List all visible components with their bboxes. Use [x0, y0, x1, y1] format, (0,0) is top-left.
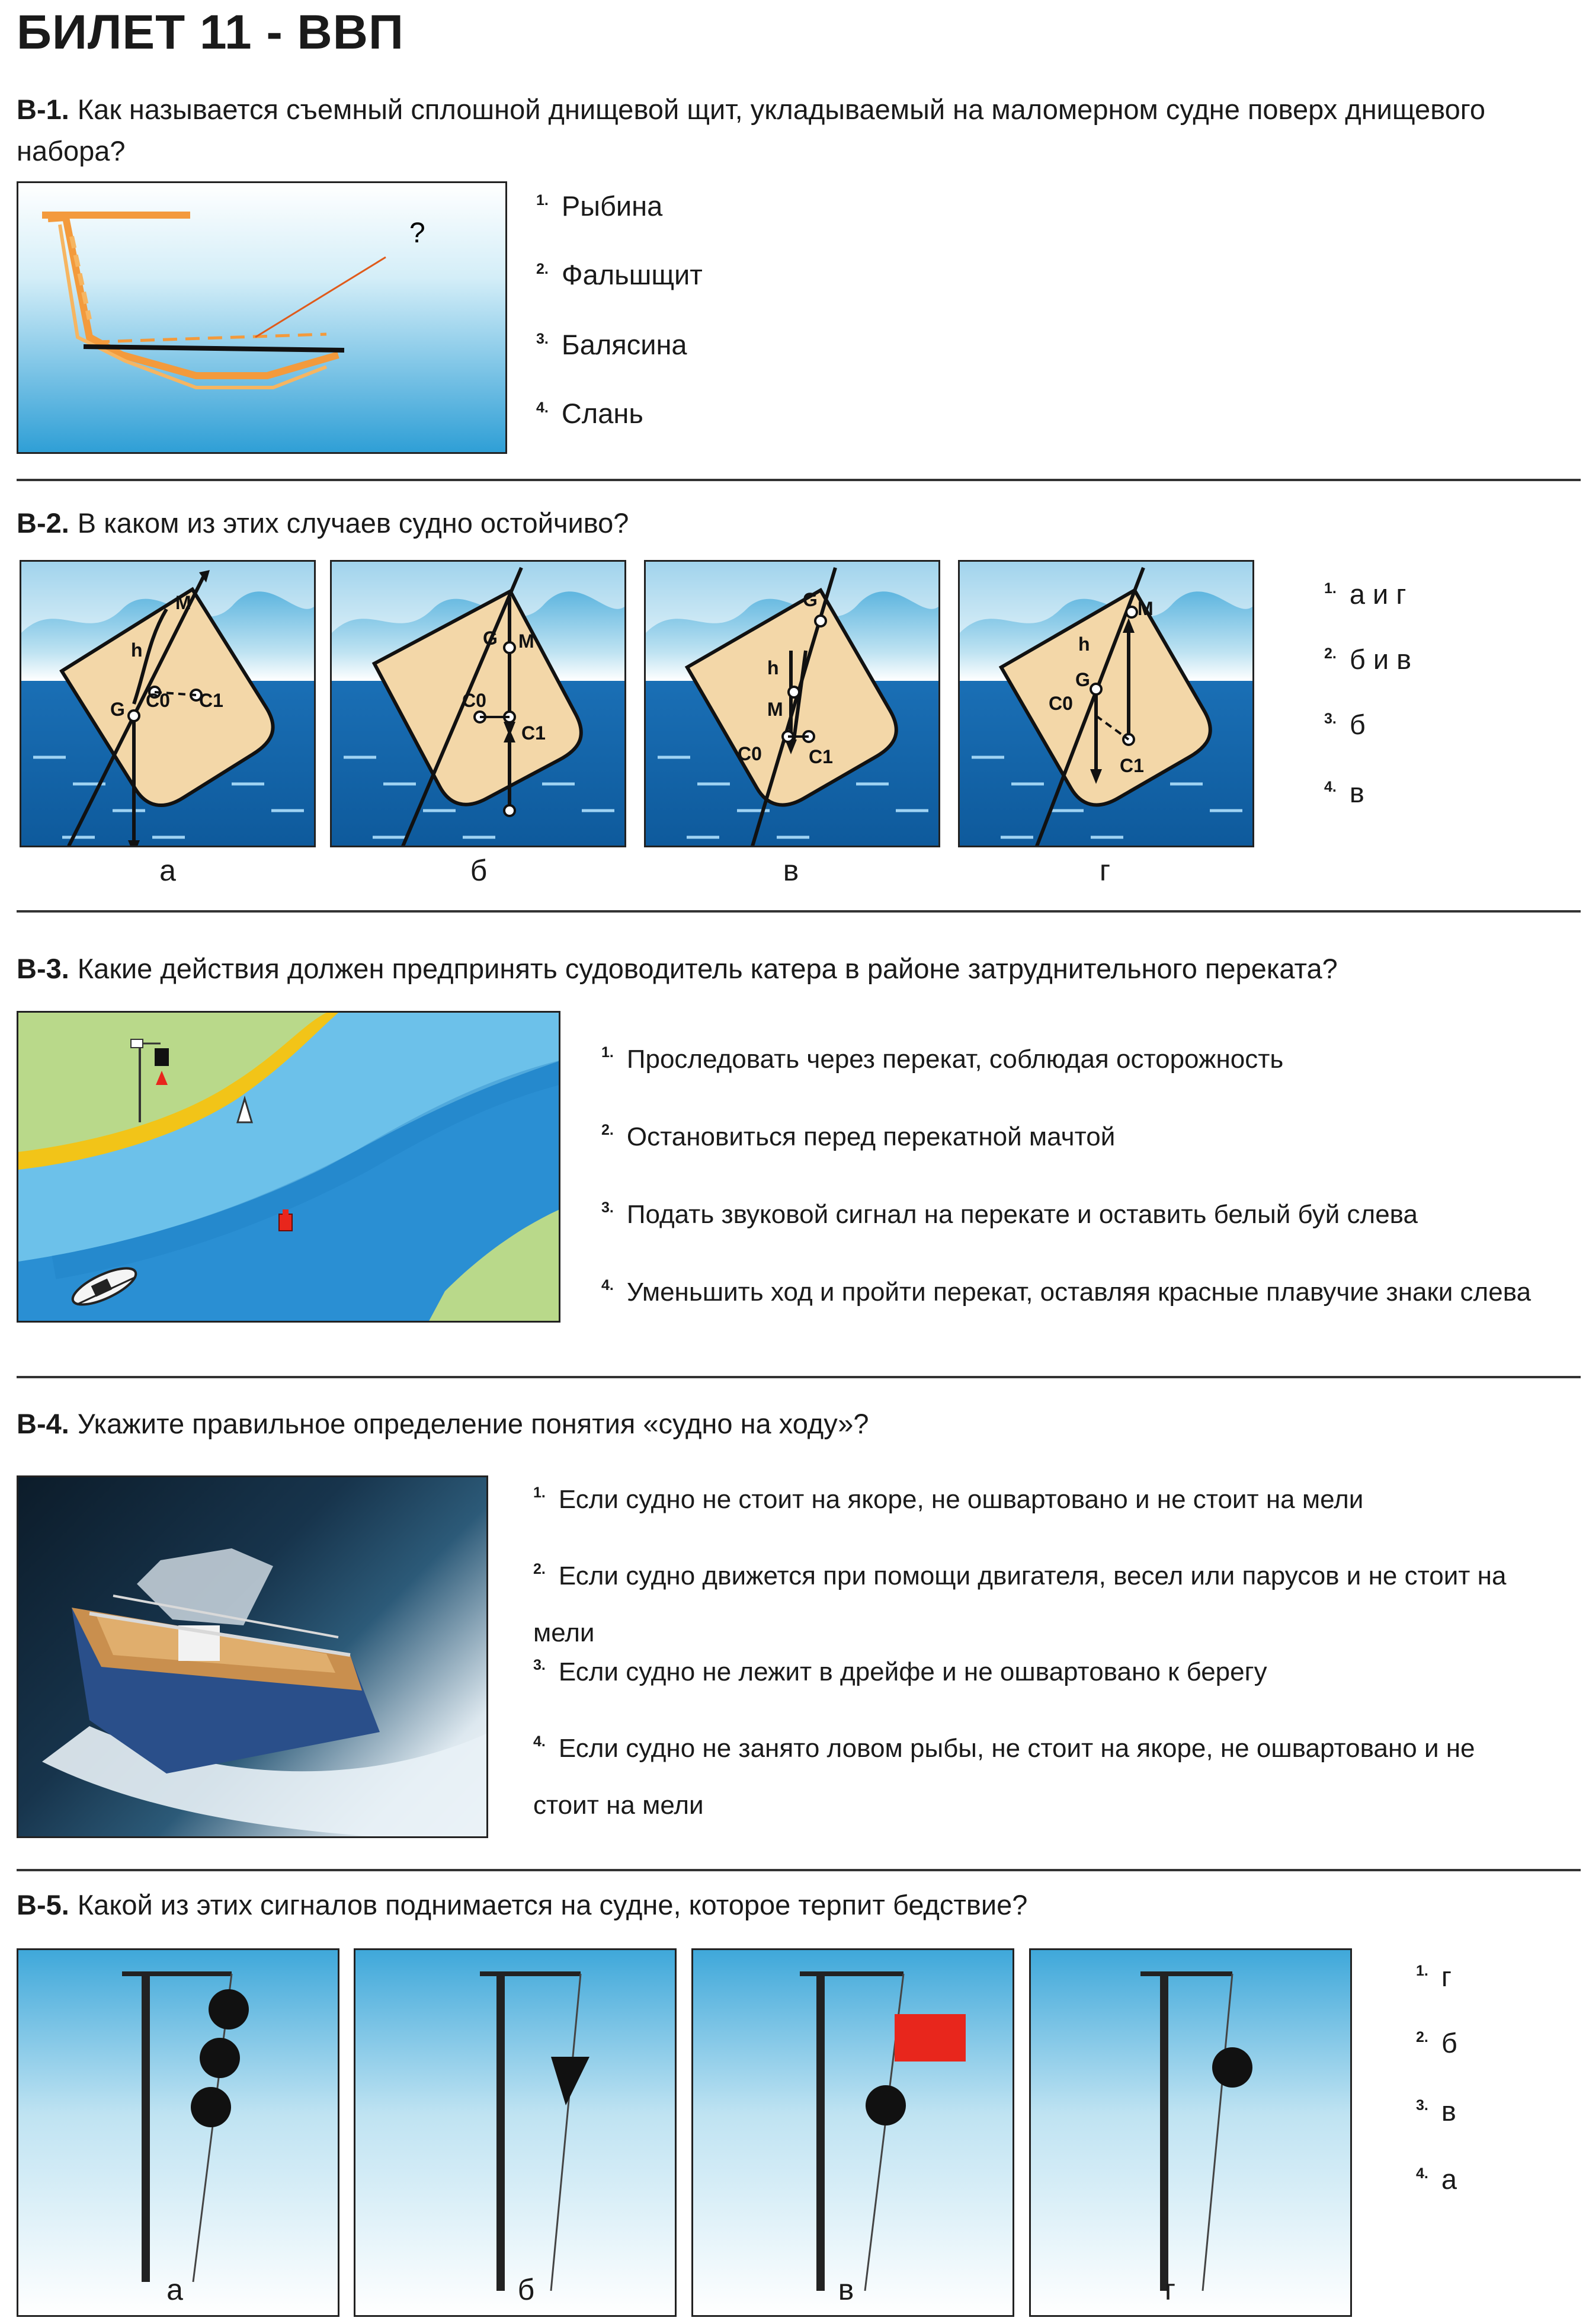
page-title: БИЛЕТ 11 - ВВП [17, 5, 404, 59]
question-5 [17, 1884, 1569, 1926]
question-2 [17, 502, 1569, 544]
answer-text: в [1441, 2095, 1456, 2127]
question-number: В-2. [17, 507, 69, 539]
answer-option[interactable] [1416, 1960, 1452, 1993]
svg-text:G: G [1075, 669, 1090, 690]
answer-option[interactable] [601, 1044, 1283, 1074]
svg-text:G: G [483, 628, 498, 649]
answer-option[interactable] [533, 1713, 1540, 1834]
answer-number: 2. [533, 1561, 546, 1577]
svg-text:C1: C1 [199, 690, 223, 711]
answer-number: 1. [1416, 1963, 1428, 1979]
answer-option[interactable] [1324, 708, 1366, 741]
answer-text: Рыбина [561, 190, 663, 222]
svg-text:M: M [1138, 598, 1154, 619]
figure-caption-b: б [517, 2273, 535, 2306]
answer-number: 3. [1416, 2097, 1428, 2114]
answer-text: Фальшщит [561, 259, 703, 290]
question-mark: ? [409, 217, 425, 249]
question-text: Какой из этих сигналов поднимается на судне, которое терпит бедствие? [77, 1889, 1028, 1920]
figure-caption-v: в [838, 2273, 854, 2306]
answer-text: в [1349, 777, 1364, 808]
svg-text:C0: C0 [738, 743, 762, 764]
answer-number: 3. [601, 1199, 614, 1216]
answer-option[interactable] [533, 1657, 1267, 1687]
answer-option[interactable] [536, 190, 662, 222]
svg-text:M: M [518, 630, 534, 652]
answer-text: Если судно не стоит на якоре, не ошвартовано и не стоит на мели [558, 1485, 1364, 1514]
q4-boat-photo [17, 1475, 488, 1838]
answer-text: Балясина [561, 329, 687, 360]
answer-number: 2. [536, 261, 549, 277]
figure-caption-a: а [159, 854, 176, 887]
answer-text: а и г [1349, 578, 1406, 610]
svg-text:C1: C1 [809, 746, 833, 767]
answer-text: г [1441, 1961, 1452, 1992]
svg-text:C0: C0 [146, 690, 170, 711]
svg-text:C0: C0 [462, 690, 486, 711]
stability-figure [958, 560, 1254, 847]
answer-option[interactable] [1416, 2095, 1456, 2127]
svg-text:h: h [1078, 633, 1090, 655]
answer-option[interactable] [536, 328, 687, 361]
question-4 [17, 1403, 1569, 1445]
answer-number: 1. [601, 1044, 614, 1061]
ball-icon [209, 1989, 249, 2030]
mast-icon [131, 1039, 169, 1122]
signal-figure-a [17, 1948, 339, 2317]
svg-text:G: G [110, 699, 125, 720]
answer-option[interactable] [1324, 643, 1411, 676]
answer-option[interactable] [536, 258, 703, 291]
answer-option[interactable] [601, 1277, 1531, 1307]
answer-number: 4. [533, 1733, 546, 1750]
flag-icon [895, 2014, 966, 2061]
answer-text: Остановиться перед перекатной мачтой [626, 1122, 1116, 1151]
answer-text: Слань [561, 398, 643, 429]
answer-text: б [1441, 2027, 1457, 2059]
answer-number: 1. [1324, 580, 1337, 597]
svg-text:M: M [767, 699, 783, 720]
q3-river-map [17, 1011, 560, 1323]
divider [17, 479, 1581, 481]
svg-text:M: M [175, 592, 191, 613]
answer-number: 1. [533, 1484, 546, 1501]
question-text: Какие действия должен предпринять судоводитель катера в районе затруднительного переката? [77, 953, 1338, 984]
answer-option[interactable] [1324, 578, 1406, 610]
question-number: В-1. [17, 94, 69, 125]
answer-text: б [1349, 709, 1366, 740]
answer-number: 4. [1324, 779, 1337, 795]
question-1 [17, 89, 1569, 172]
ball-icon [1212, 2047, 1252, 2088]
answer-text: а [1441, 2163, 1457, 2195]
answer-option[interactable] [536, 397, 643, 430]
answer-number: 2. [1324, 645, 1337, 662]
answer-number: 4. [1416, 2165, 1428, 2182]
question-number: В-4. [17, 1408, 69, 1439]
answer-text: б и в [1349, 644, 1412, 675]
stability-figure [644, 560, 940, 847]
answer-text: Подать звуковой сигнал на перекате и оставить белый буй слева [626, 1200, 1418, 1229]
stability-figure [20, 560, 316, 847]
answer-text: Уменьшить ход и пройти перекат, оставляя красные плавучие знаки слева [626, 1278, 1531, 1307]
svg-text:G: G [803, 589, 818, 610]
answer-number: 3. [1324, 710, 1337, 727]
signal-figure-g [1029, 1948, 1352, 2317]
answer-option[interactable] [533, 1541, 1540, 1662]
figure-caption-v: в [783, 854, 799, 887]
answer-text: Если судно не занято ловом рыбы, не стоит на якоре, не ошвартовано и не стоит на мели [533, 1734, 1475, 1820]
answer-number: 1. [536, 192, 549, 209]
figure-caption-a: а [166, 2273, 183, 2306]
question-text: Укажите правильное определение понятия «судно на ходу»? [77, 1408, 869, 1439]
answer-text: Если судно движется при помощи двигателя, весел или парусов и не стоит на мели [533, 1561, 1507, 1647]
question-text: В каком из этих случаев судно остойчиво? [77, 507, 629, 539]
divider [17, 1869, 1581, 1871]
question-number: В-3. [17, 953, 69, 984]
question-text: Как называется съемный сплошной днищевой щит, укладываемый на маломерном судне поверх днищевого набора? [17, 94, 1486, 167]
hull-section-diagram [18, 183, 507, 454]
divider [17, 910, 1581, 913]
answer-option[interactable] [1416, 2027, 1457, 2059]
svg-text:C1: C1 [1120, 755, 1144, 776]
answer-number: 3. [533, 1657, 546, 1673]
answer-text: Если судно не лежит в дрейфе и не ошвартовано к берегу [558, 1657, 1267, 1686]
signal-figure-b [354, 1948, 677, 2317]
stability-figure [330, 560, 626, 847]
answer-option[interactable] [1416, 2163, 1457, 2195]
cone-icon [551, 2057, 589, 2105]
q1-figure [17, 181, 507, 454]
ball-icon [191, 2087, 231, 2127]
svg-text:h: h [767, 657, 779, 678]
signal-figure-v [691, 1948, 1014, 2317]
answer-number: 3. [536, 331, 549, 347]
ball-icon [200, 2038, 240, 2078]
answer-option[interactable] [601, 1199, 1418, 1230]
question-number: В-5. [17, 1889, 69, 1920]
answer-text: Проследовать через перекат, соблюдая осторожность [626, 1045, 1284, 1074]
svg-text:h: h [131, 639, 143, 661]
answer-number: 4. [601, 1277, 614, 1294]
question-3 [17, 948, 1569, 990]
svg-text:C1: C1 [521, 722, 546, 744]
answer-option[interactable] [601, 1122, 1115, 1152]
answer-option[interactable] [533, 1484, 1363, 1515]
divider [17, 1376, 1581, 1378]
answer-number: 2. [601, 1122, 614, 1138]
figure-caption-b: б [470, 854, 488, 887]
answer-option[interactable] [1324, 776, 1364, 809]
figure-caption-g: г [1099, 854, 1111, 887]
answer-number: 2. [1416, 2029, 1428, 2045]
svg-text:C0: C0 [1049, 693, 1073, 714]
ball-icon [866, 2085, 906, 2125]
answer-number: 4. [536, 399, 549, 416]
figure-caption-g: г [1164, 2273, 1176, 2306]
